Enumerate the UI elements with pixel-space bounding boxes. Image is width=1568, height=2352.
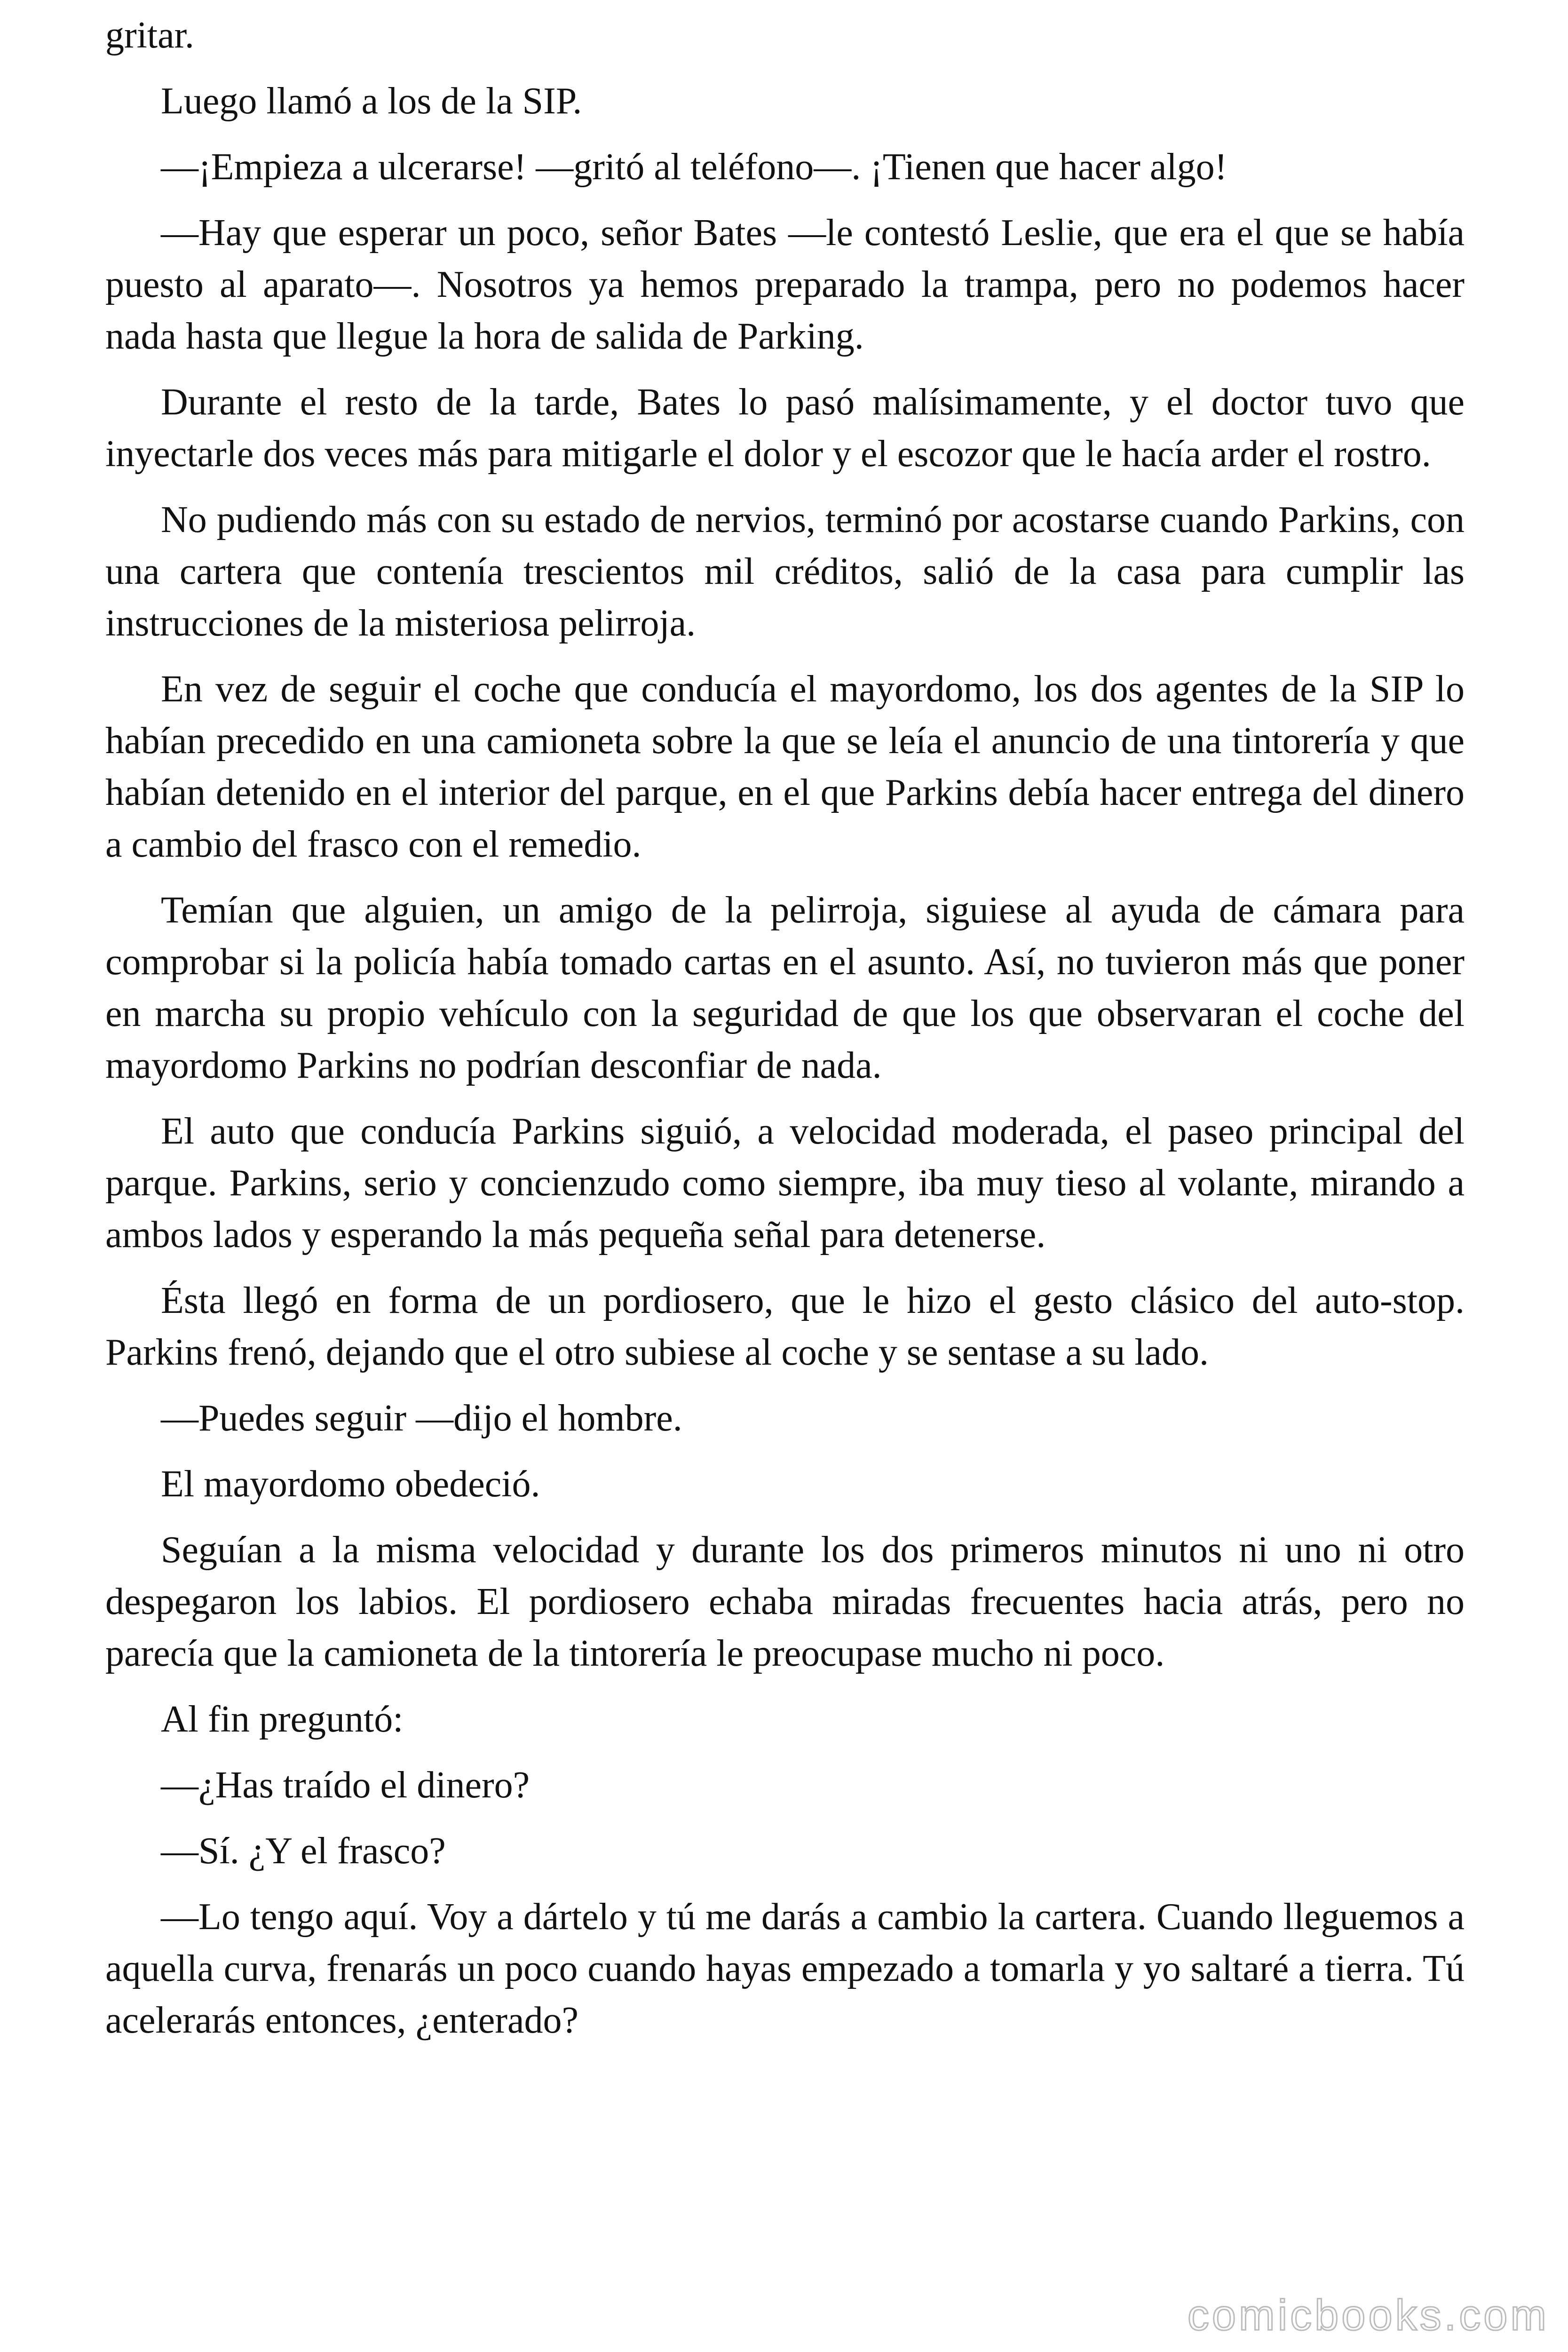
- paragraph: —Sí. ¿Y el frasco?: [161, 1830, 446, 1872]
- paragraph: —Lo tengo aquí. Voy a dártelo y tú me darás a cambio la cartera. Cuando lleguemos a aquella curva, frenarás un poco cuando hayas empezado a tomarla y yo saltaré a tierra. Tú acelerarás entonces, ¿enterado?: [105, 1896, 1465, 2041]
- paragraph: Ésta llegó en forma de un pordiosero, que le hizo el gesto clásico del auto-stop. Parkins frenó, dejando que el otro subiese al coche y se sentase a su lado.: [105, 1280, 1465, 1373]
- paragraph: Durante el resto de la tarde, Bates lo pasó malísimamente, y el doctor tuvo que inyectarle dos veces más para mitigarle el dolor y el escozor que le hacía arder el rostro.: [105, 381, 1465, 475]
- paragraph-continuation: gritar.: [105, 15, 194, 56]
- paragraph: El auto que conducía Parkins siguió, a velocidad moderada, el paseo principal del parque. Parkins, serio y concienzudo como siempre, iba muy tieso al volante, mirando a ambos lados y esperando la más pequeña señal para detenerse.: [105, 1111, 1465, 1255]
- paragraph: El mayordomo obedeció.: [161, 1463, 540, 1505]
- paragraph: —Hay que esperar un poco, señor Bates —le contestó Leslie, que era el que se había puesto al aparato—. Nosotros ya hemos preparado la trampa, pero no podemos hacer nada hasta que llegue la hora de salida de Parking.: [105, 212, 1465, 357]
- paragraph: —¡Empieza a ulcerarse! —gritó al teléfono—. ¡Tienen que hacer algo!: [161, 146, 1227, 188]
- paragraph: Seguían a la misma velocidad y durante los dos primeros minutos ni uno ni otro despegaron los labios. El pordiosero echaba miradas frecuentes hacia atrás, pero no parecía que la camioneta de la tintorería le preocupase mucho ni poco.: [105, 1529, 1465, 1674]
- paragraph: No pudiendo más con su estado de nervios, terminó por acostarse cuando Parkins, con una cartera que contenía trescientos mil créditos, salió de la casa para cumplir las instrucciones de la misteriosa pelirroja.: [105, 499, 1465, 644]
- paragraph: —¿Has traído el dinero?: [161, 1764, 530, 1806]
- paragraph: En vez de seguir el coche que conducía el mayordomo, los dos agentes de la SIP lo habían precedido en una camioneta sobre la que se leía el anuncio de una tintorería y que habían detenido en el interior del parque, en el que Parkins debía hacer entrega del dinero a cambio del frasco con el remedio.: [105, 668, 1465, 865]
- paragraph: —Puedes seguir —dijo el hombre.: [161, 1398, 682, 1439]
- paragraph: Temían que alguien, un amigo de la pelirroja, siguiese al ayuda de cámara para comprobar si la policía había tomado cartas en el asunto. Así, no tuvieron más que poner en marcha su propio vehículo con la seguridad de que los que observaran el coche del mayordomo Parkins no podrían desconfiar de nada.: [105, 890, 1465, 1086]
- document-page: [105, 9, 1465, 2060]
- watermark: comicbooks.com: [1187, 2291, 1549, 2339]
- paragraph: Luego llamó a los de la SIP.: [161, 80, 582, 122]
- paragraph: Al fin preguntó:: [161, 1699, 404, 1740]
